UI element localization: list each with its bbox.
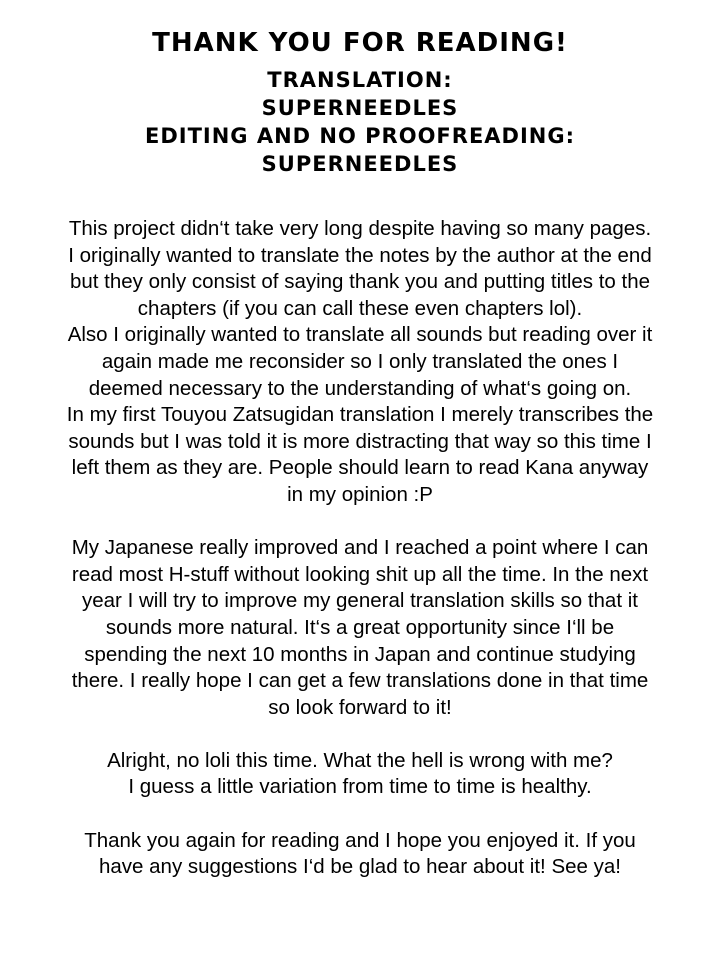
- credit-line-translator-name: SUPERNEEDLES: [261, 96, 459, 120]
- paragraph-project-notes: This project didn‘t take very long despite having so many pages. I originally wanted to translate the notes by the author at the end but they only consist of saying thank you and putting titles to the chapters (if you can call these even chapters lol). Also I originally wanted to translate all sounds but reading over it again made me reconsider so I only translated the ones I deemed necessary to the understanding of what‘s going on. In my first Touyou Zatsugidan translation I merely transcribes the sounds but I was told it is more distracting that way so this time I left them as they are. People should learn to read Kana anyway in my opinion :P: [66, 217, 654, 506]
- page-title: THANK YOU FOR READING!: [152, 28, 568, 58]
- paragraph-no-loli: Alright, no loli this time. What the hell is wrong with me? I guess a little variation from time to time is healthy.: [107, 748, 613, 799]
- credit-line-editing-label: EDITING AND NO PROOFREADING:: [145, 124, 575, 148]
- paragraph-closing-thanks: Thank you again for reading and I hope you enjoyed it. If you have any suggestions I‘d be glad to hear about it! See ya!: [84, 828, 636, 879]
- afterword-body: [20, 216, 700, 881]
- paragraph-japanese-progress: My Japanese really improved and I reached a point where I can read most H-stuff without looking shit up all the time. In the next year I will try to improve my general translation skills so that it sounds more natural. It‘s a great opportunity since I‘ll be spending the next 10 months in Japan and continue studying there. I really hope I can get a few translations done in that time so look forward to it!: [71, 536, 649, 719]
- credit-line-translation-label: TRANSLATION:: [267, 68, 453, 92]
- credits-block: [0, 66, 720, 178]
- credit-line-editor-name: SUPERNEEDLES: [261, 152, 459, 176]
